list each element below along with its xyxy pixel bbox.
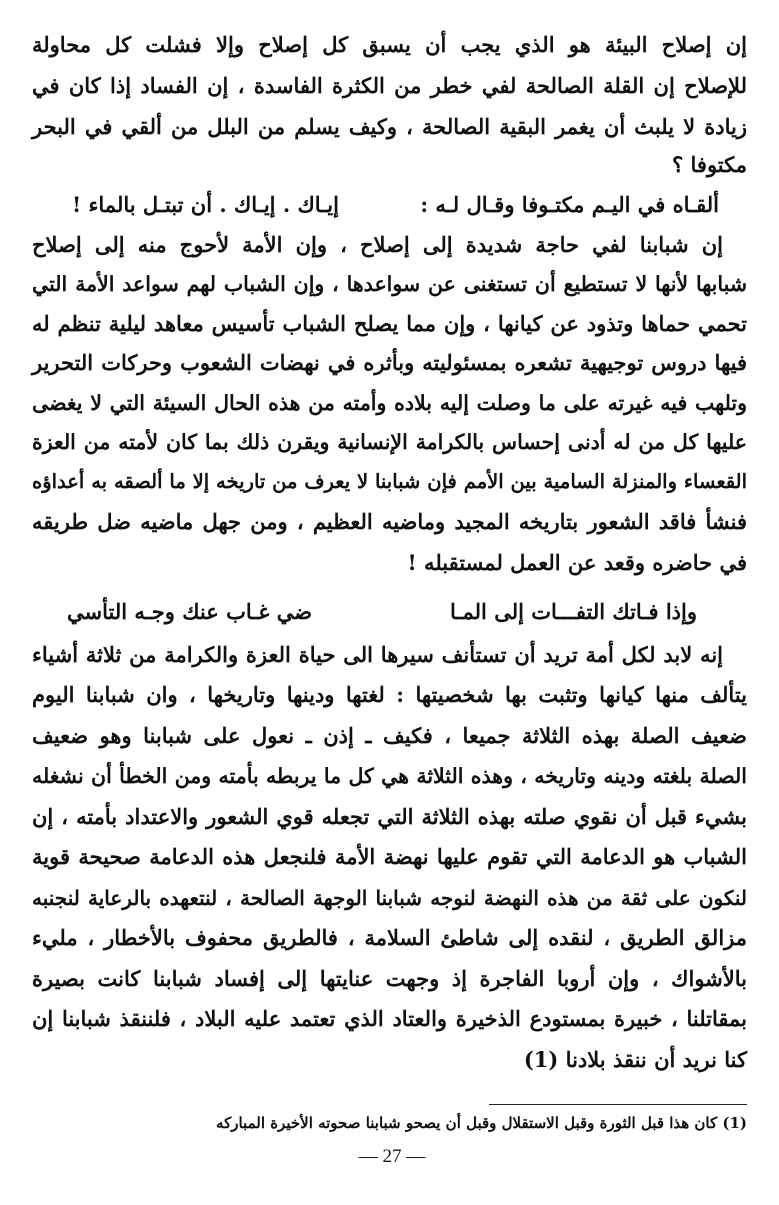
paragraph-line: ضعيف الصلة بهذه الثلاثة جميعا ، فكيف ـ إذن ـ نعول على شبابنا وهو ضعيف	[32, 723, 747, 748]
paragraph-line: بالأشواك ، وإن أروبا الفاجرة إذ وجهت عنايتها إلى إفساد شبابنا كانت بصيرة	[32, 966, 747, 991]
verse-hemistich-left: ضي غـاب عنك وجـه التأسي	[67, 599, 313, 624]
page-number: — 27 —	[358, 1146, 426, 1167]
paragraph-line: لنكون على ثقة من هذه النهضة لنوجه شبابنا الوجهة الصالحة ، لنتعهده بالرعاية لنجنبه	[32, 886, 747, 910]
paragraph-line: إن إصلاح البيئة هو الذي يجب أن يسبق كل إصلاح وإلا فشلت كل محاولة	[32, 32, 747, 57]
verse-line	[32, 185, 747, 225]
paragraph-line: تحمي حماها وتذود عن كيانها ، وإن مما يصلح الشباب تأسيس معاهد ليلية تنظم له	[32, 311, 747, 336]
paragraph-line: شبابها لأنها لا تستطيع أن تستغنى عن سواعدها ، وإن الشباب لهم سواعد الأمة التي	[32, 272, 747, 296]
verse-hemistich-right: ألقـاه في اليـم مكتـوفا وقـال لـه :	[420, 192, 719, 217]
paragraph-line: في حاضره وقعد عن العمل لمستقبله !	[407, 550, 747, 575]
paragraph-line: يتألف منها كيانها وتثبت بها شخصيتها : لغتها ودينها وتاريخها ، وان شبابنا اليوم	[32, 682, 747, 707]
book-page	[32, 0, 747, 1205]
verse-hemistich-left: إيـاك . إيـاك . أن تبتـل بالماء !	[72, 192, 339, 217]
paragraph-line: الشباب هو الدعامة التي تقوم عليها نهضة الأمة فلنجعل هذه الدعامة صحيحة قوية	[32, 844, 747, 869]
paragraph-line: إنه لابد لكل أمة تريد أن تستأنف سيرها الى حياة العزة والكرامة من ثلاثة أشياء	[32, 642, 723, 667]
paragraph-line: مزالق الطريق ، لنقده إلى شاطئ السلامة ، فالطريق محفوف بالأخطار ، مليء	[32, 925, 747, 950]
paragraph-line: زيادة لا يلبث أن يغمر البقية الصالحة ، وكيف يسلم من البلل من ألقي في البحر	[32, 114, 747, 139]
paragraph-line: بمقاتلنا ، خبيرة بمستودع الذخيرة والعتاد الذي تعتمد عليه البلاد ، فلننقذ شبابنا إن	[32, 1006, 747, 1031]
footnote-separator	[489, 1104, 747, 1105]
verse-line	[32, 592, 747, 632]
paragraph-line: كنا نريد أن ننقذ بلادنا (1)	[523, 1047, 747, 1072]
paragraph-line: إن شبابنا لفي حاجة شديدة إلى إصلاح ، وإن الأمة لأحوج منه إلى إصلاح	[32, 232, 723, 257]
paragraph-line: القعساء والمنزلة السامية بين الأمم فإن شبابنا لا يعرف من تاريخه إلا ما ألصقه به أعداؤه	[32, 470, 747, 493]
paragraph-line: فنشأ فاقد الشعور بتاريخه المجيد وماضيه العظيم ، ومن جهل ماضيه ضل طريقه	[32, 509, 747, 534]
paragraph-line: للإصلاح إن القلة الصالحة لفي خطر من الكثرة الفاسدة ، إن الفساد إذا كان في	[32, 73, 747, 98]
verse-hemistich-right: وإذا فـاتك التفـــات إلى المـا	[449, 599, 697, 624]
paragraph-line: مكتوفا ؟	[672, 152, 747, 177]
paragraph-line: عليها كل من له أدنى إحساس بالكرامة الإنسانية ويقرن ذلك بما كان لأمته من العزة	[32, 430, 747, 454]
footnote: (1) كان هذا قبل الثورة وقبل الاستقلال وقبل أن يصحو شبابنا صحوته الأخيرة المباركه	[216, 1114, 747, 1132]
paragraph-line: بشيء قبل أن نقوي صلته بهذه الثلاثة التي تجعله قوي الشعور والاعتداد بأمته ، إن	[32, 804, 747, 829]
paragraph-line: الصلة بلغته ودينه وتاريخه ، وهذه الثلاثة هي كل ما يربطه بأمته ومن الخطأ أن نشغله	[32, 764, 747, 788]
paragraph-line: وتلهب فيه غيرته على ما وصلت إليه بلاده وأمته من هذه الحال السيئة التي لا يغضى	[32, 391, 747, 415]
paragraph-line: فيها دروس توجيهية تشعره بمسئوليته وبأثره في نهضات الشعوب وحركات التحرير	[32, 350, 747, 375]
